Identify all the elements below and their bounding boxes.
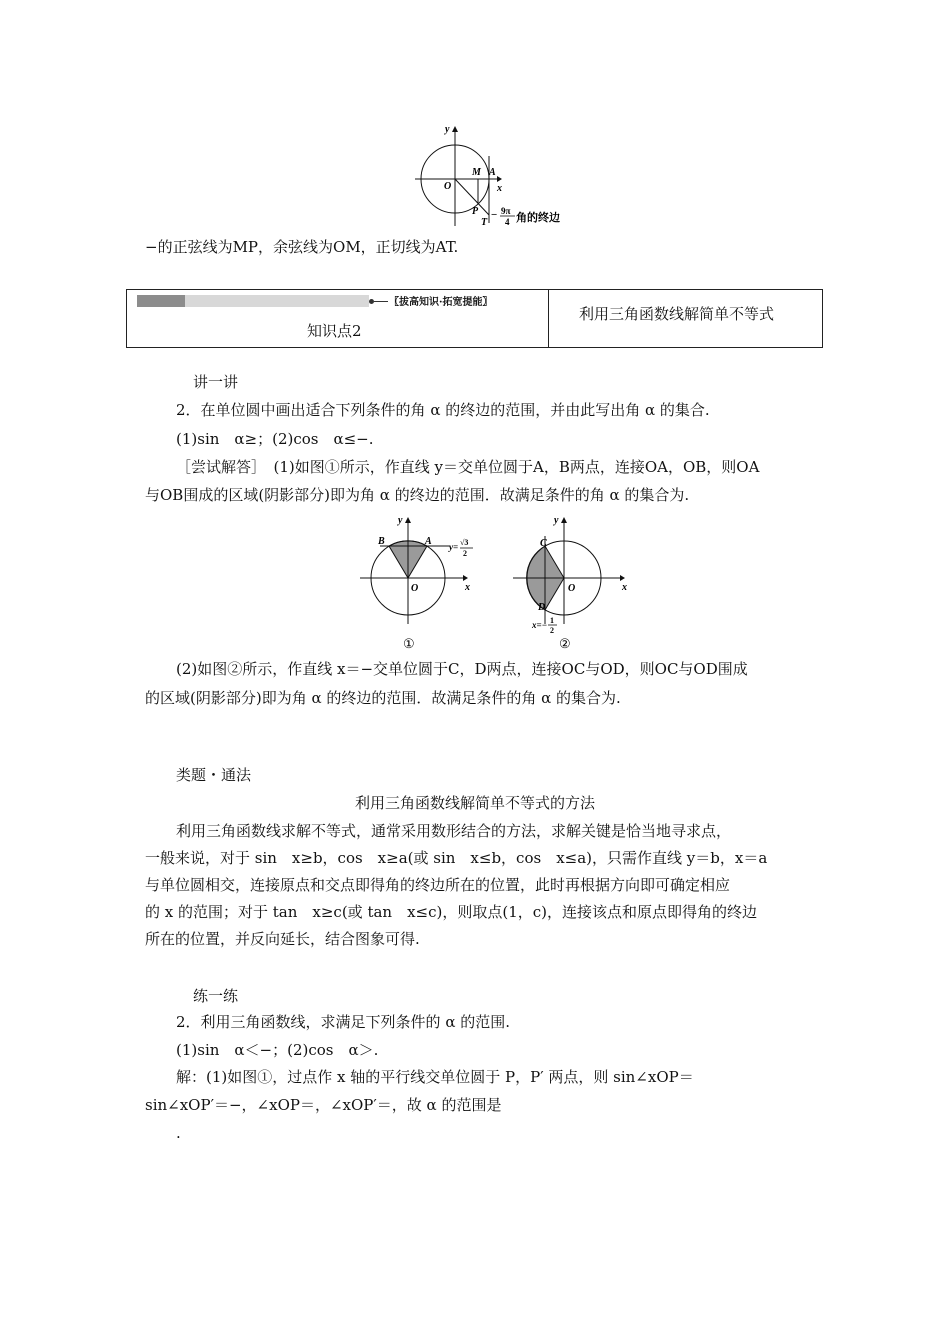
x-axis-arrow bbox=[620, 575, 625, 581]
frac-numerator: 9π bbox=[501, 206, 511, 216]
figure-2 bbox=[510, 510, 635, 655]
box-divider bbox=[548, 290, 549, 347]
jiang-conditions: (1)sin α≥；(2)cos α≤−. bbox=[176, 430, 374, 448]
sine-line-text: −的正弦线为MP，余弦线为OM，正切线为AT. bbox=[145, 238, 459, 256]
y-axis-arrow bbox=[405, 517, 411, 523]
figure-number: ② bbox=[559, 636, 571, 651]
x-axis-arrow bbox=[463, 575, 468, 581]
label-x: x bbox=[622, 582, 627, 593]
section-box bbox=[126, 289, 823, 348]
leiti-p3: 与单位圆相交，连接原点和交点即得角的终边所在的位置，此时再根据方向即可确定相应 bbox=[145, 876, 731, 894]
label-m: M bbox=[472, 167, 481, 178]
minus-sign: − bbox=[491, 209, 498, 221]
sqrt3: √3 bbox=[460, 538, 469, 547]
frac-den: 2 bbox=[463, 549, 467, 558]
label-o: O bbox=[568, 583, 576, 594]
frac-denominator: 4 bbox=[505, 217, 510, 227]
label-y: y bbox=[445, 124, 450, 135]
lian-question: 2．利用三角函数线，求满足下列条件的 α 的范围. bbox=[176, 1013, 510, 1031]
eq-label: y= bbox=[449, 542, 459, 552]
header-bar-accent bbox=[137, 295, 185, 307]
caption: 角的终边 bbox=[516, 212, 560, 224]
jiang-answer1-line1: ［尝试解答］ (1)如图①所示，作直线 y＝交单位圆于A，B两点，连接OA，OB，则OA bbox=[176, 458, 760, 476]
eq-label: x=− bbox=[532, 620, 548, 630]
section-title: 利用三角函数线解简单不等式 bbox=[579, 305, 775, 323]
frac-one: 1 bbox=[550, 616, 554, 625]
lian-heading: 练一练 bbox=[193, 987, 239, 1005]
label-t: T bbox=[481, 217, 488, 228]
lian-solution-2: sin∠xOP′＝−，∠xOP＝，∠xOP′＝，故 α 的范围是 bbox=[145, 1096, 502, 1114]
frac-den: 2 bbox=[550, 626, 554, 635]
label-x: x bbox=[465, 582, 470, 593]
label-y: y bbox=[398, 515, 403, 526]
label-a: A bbox=[425, 536, 432, 547]
label-o: O bbox=[444, 181, 452, 192]
section-tag: 〖拔高知识·拓宽提能〗 bbox=[389, 297, 493, 308]
label-b: B bbox=[378, 536, 385, 547]
leiti-p2: 一般来说，对于 sin x≥b，cos x≥a(或 sin x≤b，cos x≤a)，只需作直线 y＝b，x＝a bbox=[145, 849, 768, 867]
leiti-heading: 类题・通法 bbox=[176, 766, 252, 784]
top-unit-circle-figure bbox=[405, 118, 585, 230]
lian-conditions: (1)sin α＜−；(2)cos α＞. bbox=[176, 1041, 379, 1059]
label-y: y bbox=[554, 515, 559, 526]
jiang-heading: 讲一讲 bbox=[193, 373, 239, 391]
label-x: x bbox=[497, 183, 502, 194]
label-c: C bbox=[540, 538, 547, 549]
jiang-answer2-line2: 的区域(阴影部分)即为角 α 的终边的范围．故满足条件的角 α 的集合为. bbox=[145, 689, 621, 707]
leiti-p1: 利用三角函数线求解不等式，通常采用数形结合的方法，求解关键是恰当地寻求点， bbox=[176, 822, 732, 840]
figure-1 bbox=[355, 510, 485, 655]
y-axis-arrow bbox=[561, 517, 567, 523]
y-axis-arrow bbox=[452, 126, 458, 132]
lian-solution-3: . bbox=[176, 1124, 181, 1142]
leiti-p4: 的 x 的范围；对于 tan x≥c(或 tan x≤c)，则取点(1，c)，连接该点和原点即得角的终边 bbox=[145, 903, 758, 921]
leiti-p5: 所在的位置，并反向延长，结合图象可得. bbox=[145, 930, 420, 948]
jiang-answer2-line1: (2)如图②所示，作直线 x＝−交单位圆于C，D两点，连接OC与OD，则OC与OD围成 bbox=[176, 660, 748, 678]
jiang-answer1-line2: 与OB围成的区域(阴影部分)即为角 α 的终边的范围．故满足条件的角 α 的集合为. bbox=[145, 486, 690, 504]
label-d: D bbox=[538, 602, 546, 613]
x-axis-arrow bbox=[497, 176, 502, 182]
leiti-title: 利用三角函数线解简单不等式的方法 bbox=[354, 794, 595, 812]
lian-solution-1: 解：(1)如图①，过点作 x 轴的平行线交单位圆于 P，P′ 两点，则 sin∠xOP＝ bbox=[176, 1068, 694, 1086]
figure-number: ① bbox=[403, 636, 415, 651]
label-a: A bbox=[489, 167, 496, 178]
knowledge-point-label: 知识点2 bbox=[307, 322, 362, 340]
label-o: O bbox=[411, 583, 419, 594]
label-p: P bbox=[472, 206, 479, 217]
jiang-question: 2．在单位圆中画出适合下列条件的角 α 的终边的范围，并由此写出角 α 的集合. bbox=[176, 401, 710, 419]
bar-thin-line bbox=[374, 301, 388, 302]
